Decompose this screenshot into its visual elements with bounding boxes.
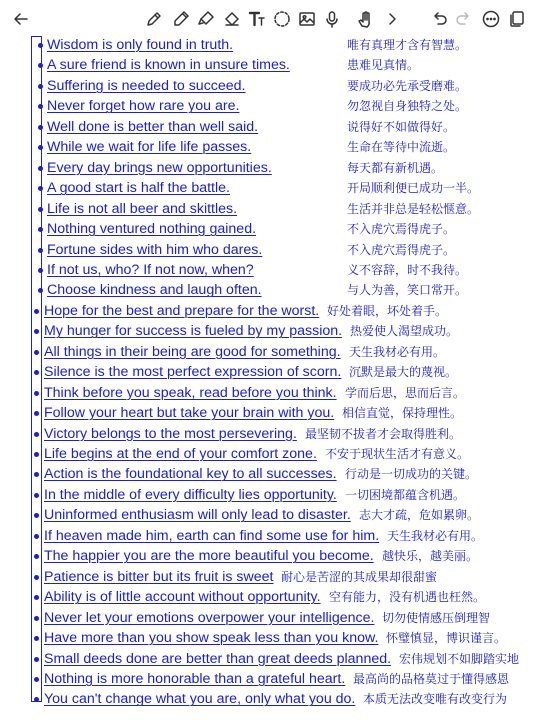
quote-english: Follow your heart but take your brain with you.	[44, 405, 335, 422]
quote-english: Action is the foundational key to all successes.	[44, 466, 337, 483]
quote-row	[0, 301, 540, 321]
quote-english: Never let your emotions overpower your intelligence.	[44, 609, 375, 626]
quote-chinese: 天生我材必有用。	[387, 528, 484, 543]
quote-row	[0, 280, 540, 300]
microphone-icon[interactable]	[321, 8, 343, 30]
bullet-dot	[34, 411, 39, 416]
quote-english: You can't change what you are, only what you do.	[44, 691, 356, 708]
quote-chinese: 好处着眼，坏处着手。	[327, 303, 448, 318]
back-arrow-icon[interactable]	[10, 8, 32, 30]
quote-english: A good start is half the battle.	[47, 180, 230, 197]
quote-chinese: 宏伟规划不如脚踏实地	[399, 651, 520, 666]
bullet-dot	[34, 309, 39, 314]
quote-english: Nothing is more honorable than a grateful heart.	[44, 670, 346, 687]
quote-chinese: 行动是一切成功的关键。	[345, 467, 478, 482]
quote-row	[0, 362, 540, 382]
quote-row	[0, 649, 540, 669]
quote-row	[0, 96, 540, 116]
bullet-dot	[34, 370, 39, 375]
quote-chinese: 热爱使人渴望成功。	[350, 324, 459, 339]
quote-chinese: 每天都有新机遇。	[347, 160, 444, 175]
quote-row	[0, 669, 540, 689]
quote-row	[0, 137, 540, 157]
quote-chinese: 相信直觉，保持理性。	[342, 406, 463, 421]
bullet-dot	[34, 329, 39, 334]
bullet-dot	[38, 268, 43, 273]
bullet-dot	[38, 43, 43, 48]
bullet-dot	[38, 207, 43, 212]
quote-row	[0, 505, 540, 525]
bullet-dot	[34, 554, 39, 559]
quote-row	[0, 485, 540, 505]
quote-english: Suffering is needed to succeed.	[47, 77, 246, 94]
bullet-dot	[38, 63, 43, 68]
quote-chinese: 要成功必先承受磨难。	[347, 78, 468, 93]
quote-chinese: 不入虎穴焉得虎子。	[347, 222, 456, 237]
quote-row	[0, 117, 540, 137]
quote-chinese: 切勿使情感压倒理智	[382, 610, 491, 625]
bullet-dot	[38, 227, 43, 232]
quote-chinese: 不安于现状生活才有意义。	[325, 447, 470, 461]
quote-row	[0, 321, 540, 341]
quote-chinese: 最高尚的品格莫过于懂得感恩	[353, 671, 510, 686]
quote-row	[0, 383, 540, 403]
bullet-dot	[38, 145, 43, 150]
pages-icon[interactable]	[506, 8, 528, 30]
quote-row	[0, 158, 540, 178]
quote-english: Silence is the most perfect expression of scorn.	[44, 364, 342, 381]
bullet-dot	[38, 84, 43, 89]
bullet-dot	[34, 616, 39, 621]
bullet-dot	[34, 575, 39, 580]
quote-english: Life is not all beer and skittles.	[47, 200, 238, 217]
quote-chinese: 开局顺利便已成功一半。	[347, 181, 480, 196]
quote-english: Have more than you show speak less than you know.	[44, 630, 379, 647]
quote-chinese: 耐心是苦涩的其成果却很甜蜜	[281, 569, 438, 584]
quote-chinese: 天生我材必有用。	[349, 344, 446, 359]
quote-english: Wisdom is only found in truth.	[47, 37, 234, 53]
quote-english: Never forget how rare you are.	[47, 98, 240, 115]
bullet-dot	[34, 534, 39, 539]
quote-row	[0, 424, 540, 444]
quote-english: Hope for the best and prepare for the worst.	[44, 302, 320, 319]
bullet-dot	[34, 697, 39, 702]
bullet-dot	[34, 472, 39, 477]
bullet-dot	[38, 186, 43, 191]
quote-chinese: 与人为善，笑口常开。	[347, 283, 468, 298]
quote-chinese: 勿忽视自身独特之处。	[347, 99, 468, 114]
quote-english: Nothing ventured nothing gained.	[47, 221, 257, 238]
quote-english: If not us, who? If not now, when?	[47, 261, 254, 278]
bullet-dot	[38, 104, 43, 109]
quote-row	[0, 178, 540, 198]
quote-row	[0, 55, 540, 75]
quote-chinese: 说得好不如做得好。	[347, 119, 456, 134]
quote-row	[0, 199, 540, 219]
redo-icon[interactable]	[453, 8, 475, 30]
quote-row	[0, 608, 540, 628]
lasso-icon[interactable]	[271, 8, 293, 30]
quote-english: Think before you speak, read before you think.	[44, 384, 337, 401]
quote-chinese: 沉默是最大的蔑视。	[349, 365, 458, 380]
quote-row	[0, 567, 540, 587]
highlighter-icon[interactable]	[195, 8, 217, 30]
quote-english: Small deeds done are better than great deeds planned.	[44, 650, 392, 667]
quote-english: Patience is bitter but its fruit is sweet	[44, 568, 274, 585]
quote-english: The happier you are the more beautiful you become.	[44, 548, 374, 565]
bullet-dot	[34, 432, 39, 437]
chevron-right-icon[interactable]	[381, 8, 403, 30]
quote-row	[0, 689, 540, 709]
quote-row	[0, 403, 540, 423]
eraser-icon[interactable]	[220, 8, 242, 30]
quote-row	[0, 35, 540, 55]
quote-english: Victory belongs to the most persevering.	[44, 425, 297, 442]
quote-row	[0, 219, 540, 239]
quote-english: Well done is better than well said.	[47, 118, 259, 135]
quote-chinese: 一切困境都蕴含机遇。	[345, 487, 466, 502]
bullet-dot	[34, 391, 39, 396]
quote-chinese: 生活并非总是轻松惬意。	[347, 201, 480, 216]
more-icon[interactable]	[480, 8, 502, 30]
quote-english: Choose kindness and laugh often.	[47, 282, 262, 299]
quote-row	[0, 628, 540, 648]
text-tool-icon[interactable]	[246, 8, 268, 30]
note-page[interactable]	[0, 34, 540, 720]
quote-english: All things in their being are good for something.	[44, 343, 341, 360]
quote-row	[0, 342, 540, 362]
quote-chinese: 唯有真理才含有智慧。	[347, 38, 468, 52]
quote-chinese: 生命在等待中流逝。	[347, 140, 456, 155]
bullet-dot	[34, 493, 39, 498]
quote-chinese: 越快乐，越美丽。	[382, 549, 479, 564]
quote-english: In the middle of every difficulty lies opportunity.	[44, 486, 337, 503]
quote-chinese: 怀璧慎显，博识谨言。	[386, 631, 507, 646]
quote-row	[0, 526, 540, 546]
bullet-dot	[38, 248, 43, 253]
pen-icon[interactable]	[143, 8, 165, 30]
quote-chinese: 空有能力，没有机遇也枉然。	[329, 590, 486, 605]
quote-english: Fortune sides with him who dares.	[47, 241, 263, 258]
quote-row	[0, 76, 540, 96]
quote-row	[0, 260, 540, 280]
bullet-dot	[34, 350, 39, 355]
gesture-hand-icon[interactable]	[354, 8, 376, 30]
bullet-dot	[38, 125, 43, 130]
quote-english: If heaven made him, earth can find some use for him.	[44, 527, 380, 544]
bullet-dot	[38, 288, 43, 293]
quote-chinese: 不入虎穴焉得虎子。	[347, 242, 456, 257]
quote-chinese: 本质无法改变唯有改变行为	[363, 692, 508, 707]
quote-chinese: 学而后思，思而后言。	[345, 385, 466, 400]
bullet-dot	[34, 636, 39, 641]
bullet-dot	[34, 513, 39, 518]
quote-english: Every day brings new opportunities.	[47, 159, 272, 176]
quote-english: While we wait for life life passes.	[47, 139, 252, 156]
quote-row	[0, 464, 540, 484]
quote-english: Uninformed enthusiasm will only lead to disaster.	[44, 507, 351, 524]
quote-chinese: 义不容辞，时不我待。	[347, 262, 468, 277]
bullet-dot	[34, 657, 39, 662]
quote-english: Life begins at the end of your comfort zone.	[44, 446, 317, 462]
bullet-dot	[34, 595, 39, 600]
image-icon[interactable]	[296, 8, 318, 30]
quote-row	[0, 587, 540, 607]
quote-chinese: 志大才疏，危如累卵。	[359, 508, 480, 523]
quote-chinese: 患难见真情。	[347, 58, 420, 73]
quote-row	[0, 444, 540, 464]
quote-english: Ability is of little account without opportunity.	[44, 589, 321, 606]
quote-english: My hunger for success is fueled by my passion.	[44, 323, 343, 340]
bullet-dot	[38, 166, 43, 171]
bullet-dot	[34, 452, 39, 457]
quote-english: A sure friend is known in unsure times.	[47, 57, 290, 74]
quote-chinese: 最坚韧不拔者才会取得胜利。	[305, 426, 462, 441]
pencil-icon[interactable]	[170, 8, 192, 30]
bullet-dot	[34, 677, 39, 682]
undo-icon[interactable]	[428, 8, 450, 30]
quote-row	[0, 240, 540, 260]
quote-row	[0, 546, 540, 566]
